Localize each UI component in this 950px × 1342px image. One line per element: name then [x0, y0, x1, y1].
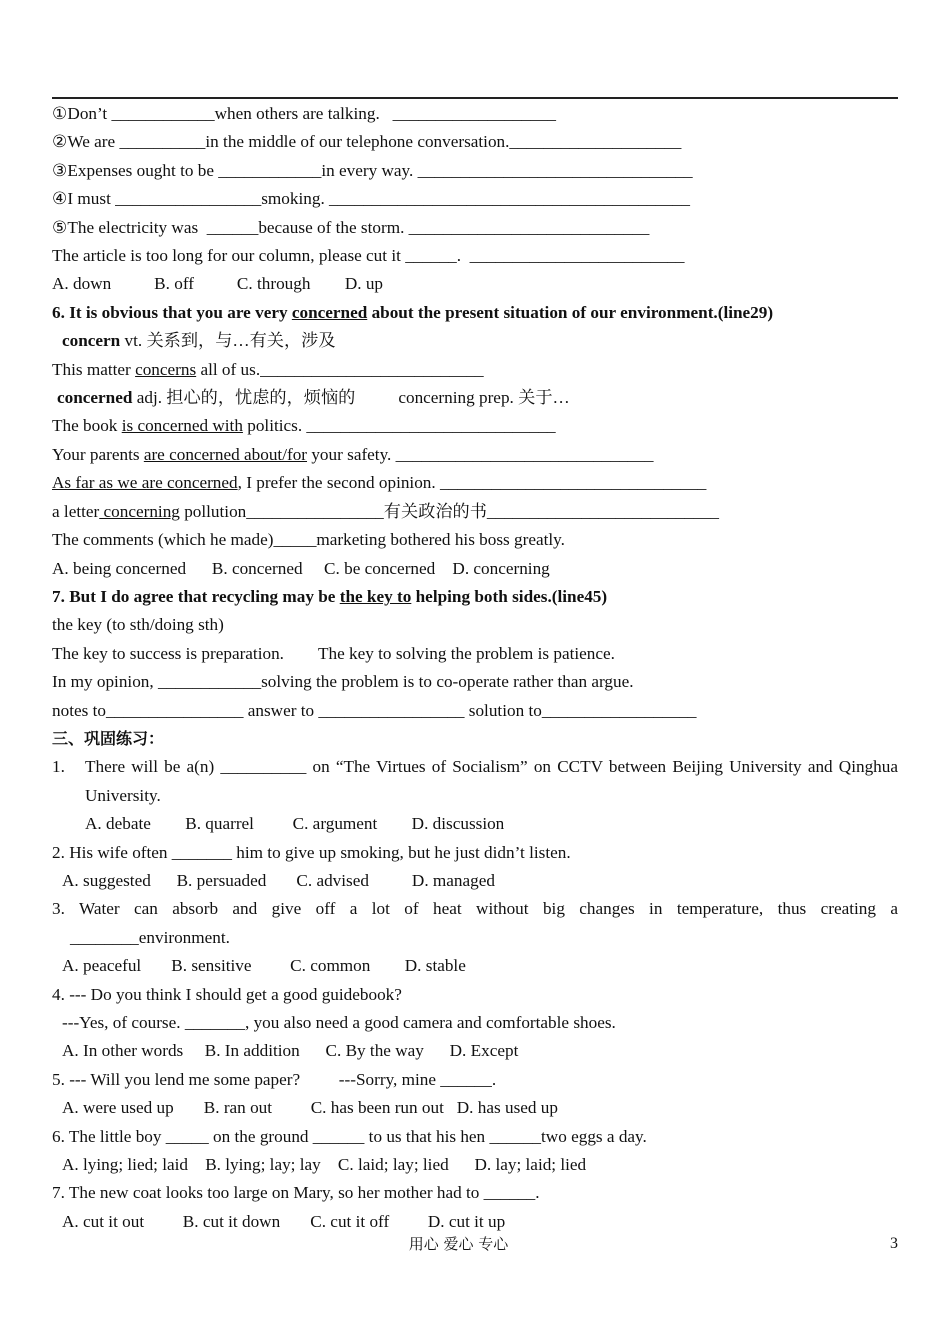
phrase-blank-6: The article is too long for our column, please cut it ______. _________________________ [52, 246, 685, 266]
exercise-heading: 三、巩固练习： [52, 728, 165, 748]
question-2-options: A. suggested B. persuaded C. advised D. managed [62, 870, 495, 890]
header-rule [52, 97, 898, 99]
section-6-heading: 6. It is obvious that you are very concerned about the present situation of our environment.(line29) [52, 302, 774, 322]
concern-example-4: As far as we are concerned, I prefer the second opinion. _______________________________ [52, 473, 707, 493]
concern-example-3: Your parents are concerned about/for your safety. ______________________________ [52, 444, 654, 464]
phrase-blank-1: ①Don’t ____________when others are talking. ___________________ [52, 104, 556, 123]
phrase-blank-4: ④I must _________________smoking. __________________________________________ [52, 189, 690, 209]
concerned-definition: concerned adj. 担心的，忧虑的，烦恼的 concerning prep. 关于… [57, 388, 570, 408]
concern-example-6-options: A. being concerned B. concerned C. be concerned D. concerning [52, 558, 550, 578]
concern-example-1: This matter concerns all of us.__________________________ [52, 359, 484, 379]
footer-motto: 用心 爱心 专心 [408, 1235, 509, 1253]
key-phrase-the-key-to: the key to [339, 586, 412, 606]
question-1-options: A. debate B. quarrel C. argument D. discussion [85, 814, 505, 834]
question-4: 4. --- Do you think I should get a good guidebook? [52, 984, 402, 1004]
phrase-blank-3: ③Expenses ought to be ____________in every way. ________________________________ [52, 160, 693, 180]
question-7-options: A. cut it out B. cut it down C. cut it off D. cut it up [62, 1211, 506, 1231]
question-3: 3. Water can absorb and give off a lot of heat without big changes in temperature, thus creating a [52, 899, 898, 919]
question-6: 6. The little boy _____ on the ground ______ to us that his hen ______two eggs a day. [52, 1126, 647, 1146]
question-6-options: A. lying; lied; laid B. lying; lay; lay C. laid; lay; lied D. lay; laid; lied [62, 1155, 587, 1175]
question-7: 7. The new coat looks too large on Mary, so her mother had to ______. [52, 1183, 540, 1203]
key-word-concerned: concerned [291, 302, 368, 322]
concern-definition: concern vt. 关系到，与…有关，涉及 [62, 331, 336, 351]
question-5: 5. --- Will you lend me some paper? ---Sorry, mine ______. [52, 1069, 497, 1089]
question-2: 2. His wife often _______ him to give up smoking, but he just didn’t listen. [52, 842, 571, 862]
phrase-blank-2: ②We are __________in the middle of our telephone conversation.____________________ [52, 132, 682, 152]
question-3-options: A. peaceful B. sensitive C. common D. stable [62, 956, 466, 976]
section-7-heading: 7. But I do agree that recycling may be the key to helping both sides.(line45) [52, 586, 608, 606]
question-4-options: A. In other words B. In addition C. By the way D. Except [62, 1041, 519, 1061]
concern-example-6: The comments (which he made)_____marketing bothered his boss greatly. [52, 530, 565, 550]
to-phrases-blank: notes to________________ answer to _________________ solution to__________________ [52, 700, 697, 720]
phrase-blank-5: ⑤The electricity was ______because of the storm. ____________________________ [52, 217, 650, 237]
key-to-examples: The key to success is preparation. The key to solving the problem is patience. [52, 643, 615, 663]
question-1: 1. There will be a(n) __________ on “The Virtues of Socialism” on CCTV between Beijing University and Qinghua University. [52, 757, 898, 805]
phrase-options: A. down B. off C. through D. up [52, 274, 384, 294]
concern-example-5: a letter concerning pollution________________有关政治的书___________________________ [52, 501, 719, 521]
question-4-reply: ---Yes, of course. _______, you also need a good camera and comfortable shoes. [62, 1013, 616, 1032]
question-5-options: A. were used up B. ran out C. has been run out D. has used up [62, 1098, 558, 1118]
question-3-cont: ________environment. [70, 927, 230, 947]
key-to-usage: the key (to sth/doing sth) [52, 615, 224, 635]
key-to-blank: In my opinion, ____________solving the problem is to co-operate rather than argue. [52, 672, 634, 692]
concern-example-2: The book is concerned with politics. _____________________________ [52, 416, 556, 436]
worksheet-content [52, 100, 898, 1236]
page-number: 3 [890, 1235, 898, 1252]
